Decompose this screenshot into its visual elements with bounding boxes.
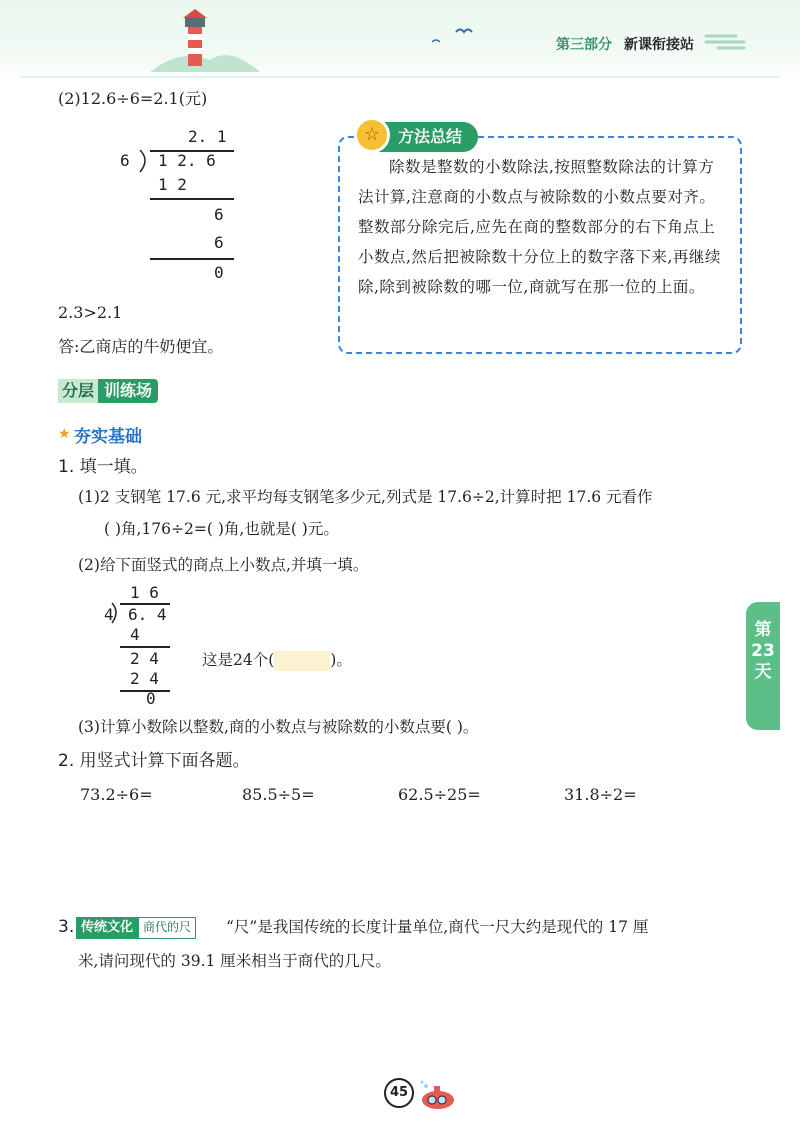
star-icon: ☆ (354, 117, 390, 153)
q1-part2: (2)给下面竖式的商点上小数点,并填一填。 (78, 556, 369, 574)
example-quotient: 2. 1 (188, 127, 227, 146)
example-remainder: 0 (214, 263, 224, 282)
side-tab-char: 第 (754, 620, 772, 640)
culture-tag-label: 传统文化 (76, 917, 138, 939)
example-divisor: 6 (120, 151, 130, 170)
culture-tag-topic: 商代的尺 (138, 917, 196, 939)
division-bracket (138, 148, 152, 174)
q3-line1: “尺”是我国传统的长度计量单位,商代一尺大约是现代的 17 厘 (226, 918, 649, 936)
day-side-tab[interactable] (746, 602, 780, 730)
section-title: 新课衔接站 (624, 37, 694, 53)
q1-title: 1. 填一填。 (58, 457, 148, 477)
division-line (150, 198, 234, 200)
practice-banner-highlight: 训练场 (98, 379, 158, 403)
star-icon: ★ (58, 426, 71, 442)
example-dividend: 1 2. 6 (158, 151, 216, 170)
method-summary-text: 除数是整数的小数除法,按照整数除法的计算方法计算,注意商的小数点与被除数的小数点要对齐。整数部分除完后,应先在商的整数部分的右下角点上小数点,然后把被除数十分位上的数字落下来,再继续除,除到被除数的哪一位,商就写在那一位的上面。 (358, 158, 721, 296)
q2-item: 62.5÷25= (398, 785, 481, 804)
practice-banner (58, 379, 158, 403)
division-line (120, 690, 170, 692)
q1-step3: 2 4 (130, 669, 159, 688)
q3-number: 3. (58, 917, 75, 937)
q2-title: 2. 用竖式计算下面各题。 (58, 751, 250, 771)
basics-title: 夯实基础 (74, 427, 142, 447)
division-line (150, 258, 234, 260)
q1-quotient: 1 6 (130, 583, 159, 602)
q1-remainder: 0 (146, 689, 156, 708)
method-summary-title: 方法总结 (362, 122, 478, 152)
lighthouse-illustration (150, 8, 260, 72)
q1-part1-line2[interactable]: ( )角,176÷2=( )角,也就是( )元。 (104, 520, 339, 538)
example-step1: 1 2 (158, 175, 187, 194)
side-tab-char: 天 (754, 662, 772, 682)
bird-icon (428, 24, 478, 48)
q1-step2: 2 4 (130, 649, 159, 668)
q1-part3[interactable]: (3)计算小数除以整数,商的小数点与被除数的小数点要( )。 (78, 718, 479, 736)
header-decoration-icon (702, 30, 748, 52)
example-step3: 6 (214, 233, 224, 252)
page-number: 45 (384, 1078, 414, 1108)
q1-part2-fill (202, 649, 352, 671)
side-tab-day: 23 (751, 641, 775, 661)
example-step2: 6 (214, 205, 224, 224)
q2-item: 31.8÷2= (564, 785, 637, 804)
practice-banner-label: 分层 (58, 379, 98, 403)
q2-item: 85.5÷5= (242, 785, 315, 804)
q1-dividend[interactable]: 6. 4 (128, 605, 167, 624)
example-compare: 2.3>2.1 (58, 303, 123, 322)
header-rule (20, 76, 780, 78)
q3-line2: 米,请问现代的 39.1 厘米相当于商代的几尺。 (78, 952, 391, 970)
q1-divisor: 4 (104, 605, 114, 624)
q1-step1: 4 (130, 625, 140, 644)
q2-item: 73.2÷6= (80, 785, 153, 804)
example-answer: 答:乙商店的牛奶便宜。 (58, 337, 224, 356)
q1-part2-fill-after: )。 (330, 651, 352, 669)
answer-blank[interactable] (274, 651, 330, 671)
q1-part2-fill-before: 这是24个( (202, 651, 275, 669)
example-equation: (2)12.6÷6=2.1(元) (58, 89, 208, 108)
q1-part1-line1: (1)2 支钢笔 17.6 元,求平均每支钢笔多少元,列式是 17.6÷2,计算时把 17.6 元看作 (78, 488, 653, 506)
submarine-icon (414, 1080, 464, 1112)
section-label: 第三部分 (556, 37, 612, 53)
culture-tag (76, 916, 196, 938)
